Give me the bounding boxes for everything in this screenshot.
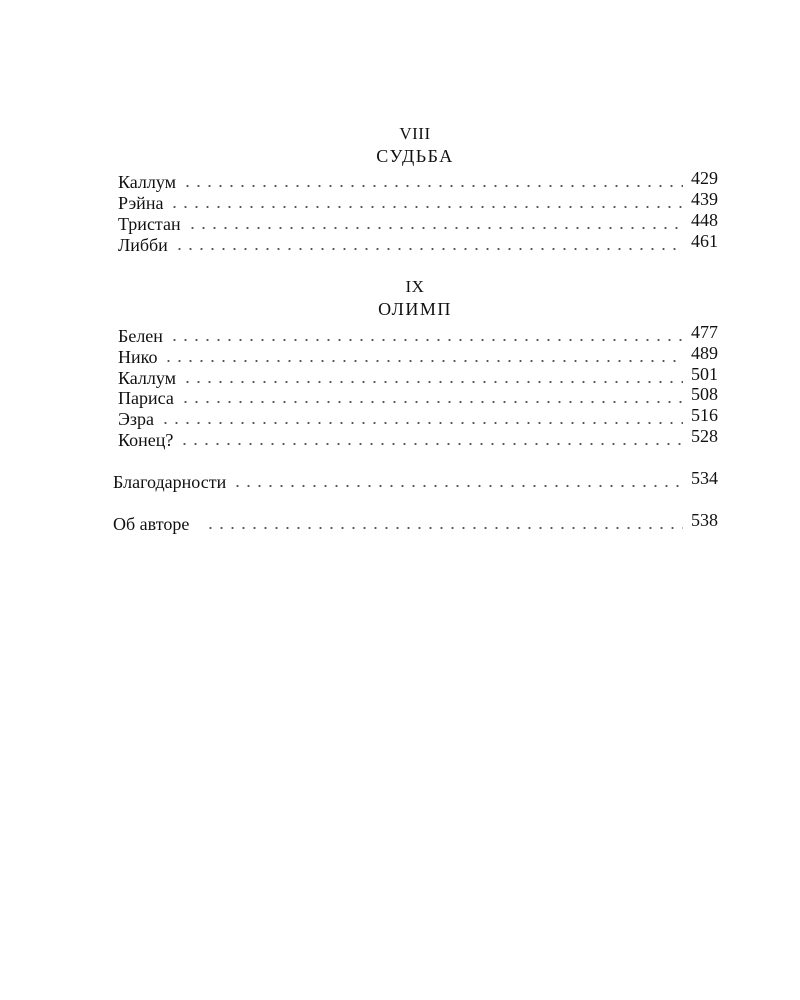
toc-entry — [118, 210, 718, 234]
toc-entry — [118, 343, 718, 367]
dot-leader — [187, 214, 683, 234]
toc-entry-title: Париса — [118, 388, 174, 408]
dot-leader — [180, 388, 683, 408]
toc-entry — [118, 322, 718, 346]
toc-entry-title: Рэйна — [118, 193, 164, 213]
toc-entry-page: 429 — [691, 168, 718, 188]
toc-entry — [118, 364, 718, 388]
dot-leader — [163, 347, 683, 367]
dot-leader — [182, 172, 683, 192]
toc-entry — [118, 426, 718, 450]
toc-entry-page: 477 — [691, 322, 718, 342]
toc-entry-title: Каллум — [118, 172, 177, 192]
toc-entry-title: Тристан — [118, 214, 181, 234]
section-number: IX — [405, 277, 425, 296]
toc-entry-acknowledgements — [113, 468, 718, 492]
toc-entry — [118, 384, 718, 408]
dot-leader — [174, 235, 683, 255]
toc-entry — [118, 189, 718, 213]
toc-entry-page: 534 — [691, 468, 718, 488]
toc-entry-title: Каллум — [118, 368, 177, 388]
toc-entry-title: Благодарности — [113, 472, 227, 492]
dot-leader — [169, 193, 683, 213]
toc-entry-page: 489 — [691, 343, 718, 363]
dot-leader — [169, 326, 683, 346]
toc-entry-page: 538 — [691, 510, 718, 530]
toc-entry-title: Либби — [118, 235, 168, 255]
toc-entry — [118, 405, 718, 429]
section-title: СУДЬБА — [376, 146, 454, 166]
toc-entry-page: 448 — [691, 210, 718, 230]
toc-entry-page: 501 — [691, 364, 718, 384]
toc-entry-page: 516 — [691, 405, 718, 425]
toc-entry — [118, 231, 718, 255]
toc-entry-page: 508 — [691, 384, 718, 404]
dot-leader — [232, 472, 683, 492]
toc-entry-title: Белен — [118, 326, 163, 346]
toc-entry-page: 528 — [691, 426, 718, 446]
toc-entry-title: Нико — [118, 347, 158, 367]
dot-leader — [205, 514, 683, 534]
toc-entry-title: Об авторе — [113, 514, 190, 534]
toc-entry-page: 439 — [691, 189, 718, 209]
toc-entry-page: 461 — [691, 231, 718, 251]
section-title: ОЛИМП — [378, 299, 452, 319]
toc-entry-title: Конец? — [118, 430, 174, 450]
section-number: VIII — [399, 124, 431, 143]
toc-entry-title: Эзра — [118, 409, 154, 429]
dot-leader — [182, 368, 683, 388]
dot-leader — [179, 430, 683, 450]
toc-entry — [118, 168, 718, 192]
dot-leader — [160, 409, 683, 429]
toc-entry-about-author — [113, 510, 718, 534]
